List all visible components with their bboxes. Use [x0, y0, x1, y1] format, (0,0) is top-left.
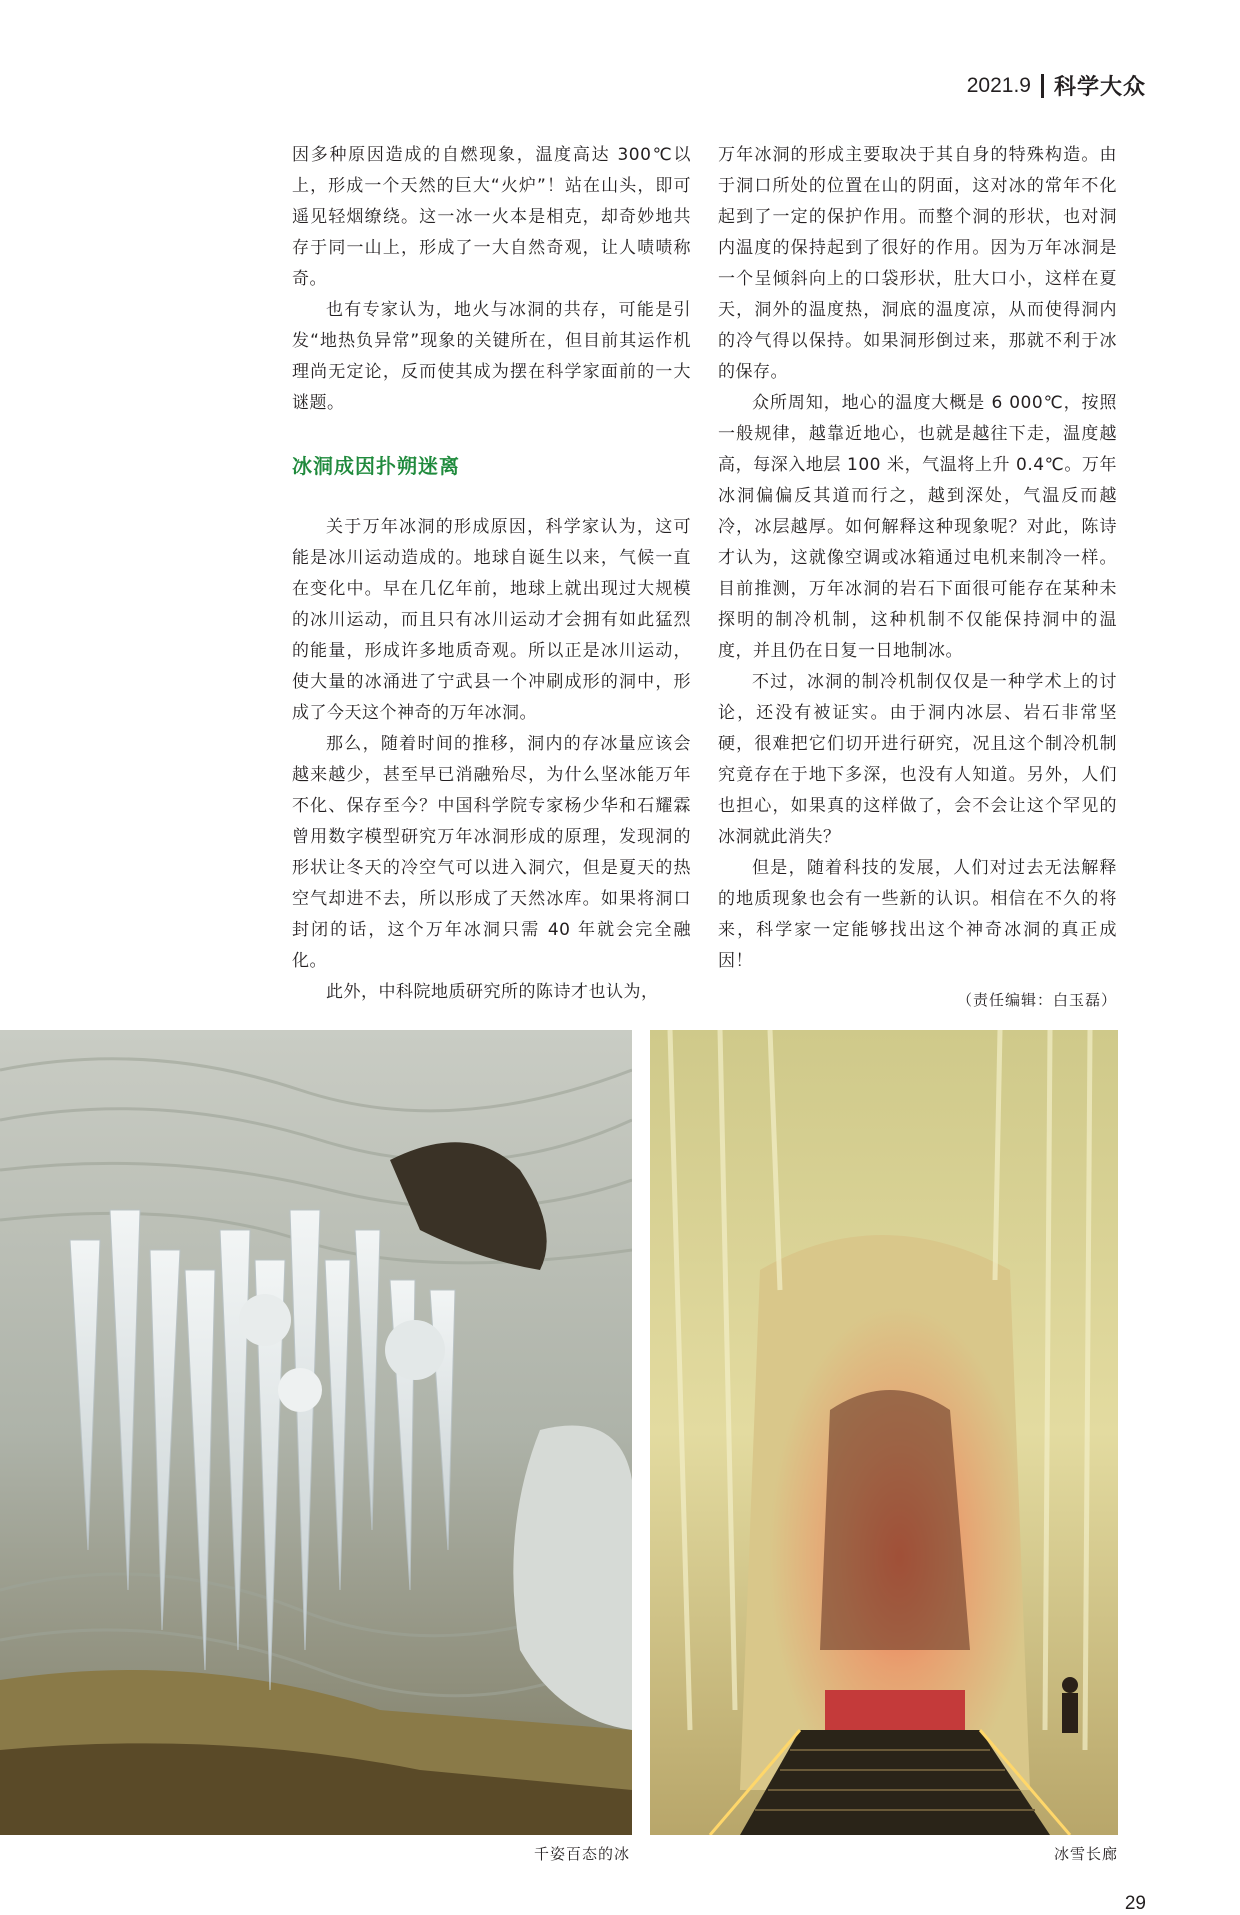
- editor-credit: （责任编辑：白玉磊）: [956, 991, 1117, 1009]
- issue-date: 2021.9: [966, 73, 1031, 97]
- figure-caption-left: 千姿百态的冰: [533, 1845, 630, 1863]
- paragraph: 此外，中科院地质研究所的陈诗才也认为，: [326, 982, 659, 1002]
- ice-formations-photo: [0, 1030, 632, 1835]
- right-column: [718, 140, 1117, 1016]
- paragraph: 万年冰洞的形成主要取决于其自身的特殊构造。由于洞口所处的位置在山的阴面，这对冰的常年不化起到了一定的保护作用。而整个洞的形状，也对洞内温度的保持起到了很好的作用。因为万年冰洞是一个呈倾斜向上的口袋形状，肚大口小，这样在夏天，洞外的温度热，洞底的温度凉，从而使得洞内的冷气得以保持。如果洞形倒过来，那就不利于冰的保存。: [718, 145, 1117, 382]
- figure-caption-right: 冰雪长廊: [1053, 1845, 1118, 1863]
- header-divider: [1041, 74, 1044, 98]
- paragraph: 众所周知，地心的温度大概是 6 000℃，按照一般规律，越靠近地心，也就是越往下走，温度越高，每深入地层 100 米，气温将上升 0.4℃。万年冰洞偏偏反其道而行之，越到深处，气温反而越冷，冰层越厚。如何解释这种现象呢？对此，陈诗才认为，这就像空调或冰箱通过电机来制冷一样。目前推测，万年冰洞的岩石下面很可能存在某种未探明的制冷机制，这种机制不仅能保持洞中的温度，并且仍在日复一日地制冰。: [718, 393, 1117, 661]
- paragraph: 那么，随着时间的推移，洞内的存冰量应该会越来越少，甚至早已消融殆尽，为什么坚冰能万年不化、保存至今？中国科学院专家杨少华和石耀霖曾用数字模型研究万年冰洞形成的原理，发现洞的形状让冬天的冷空气可以进入洞穴，但是夏天的热空气却进不去，所以形成了天然冰库。如果将洞口封闭的话，这个万年冰洞只需 40 年就会完全融化。: [292, 734, 691, 971]
- magazine-logo: 科学大众: [1053, 74, 1146, 100]
- section-heading: 冰洞成因扑朔迷离: [292, 454, 460, 478]
- paragraph: 因多种原因造成的自燃现象，温度高达 300℃以上，形成一个天然的巨大“火炉”！站在山头，即可遥见轻烟缭绕。这一冰一火本是相克，却奇妙地共存于同一山上，形成了一大自然奇观，让人啧啧称奇。: [292, 145, 691, 289]
- paragraph: 关于万年冰洞的形成原因，科学家认为，这可能是冰川运动造成的。地球自诞生以来，气候一直在变化中。早在几亿年前，地球上就出现过大规模的冰川运动，而且只有冰川运动才会拥有如此猛烈的能量，形成许多地质奇观。所以正是冰川运动，使大量的冰涌进了宁武县一个冲刷成形的洞中，形成了今天这个神奇的万年冰洞。: [292, 517, 691, 723]
- page-number: 29: [1124, 1893, 1146, 1914]
- paragraph: 但是，随着科技的发展，人们对过去无法解释的地质现象也会有一些新的认识。相信在不久的将来，科学家一定能够找出这个神奇冰洞的真正成因！: [718, 858, 1117, 971]
- paragraph: 不过，冰洞的制冷机制仅仅是一种学术上的讨论，还没有被证实。由于洞内冰层、岩石非常坚硬，很难把它们切开进行研究，况且这个制冷机制究竟存在于地下多深，也没有人知道。另外，人们也担心，如果真的这样做了，会不会让这个罕见的冰洞就此消失？: [718, 672, 1117, 847]
- paragraph: 也有专家认为，地火与冰洞的共存，可能是引发“地热负异常”现象的关键所在，但目前其运作机理尚无定论，反而使其成为摆在科学家面前的一大谜题。: [292, 300, 691, 413]
- left-column: [292, 140, 691, 1008]
- ice-corridor-photo: [650, 1030, 1118, 1835]
- page-header: [967, 70, 1146, 101]
